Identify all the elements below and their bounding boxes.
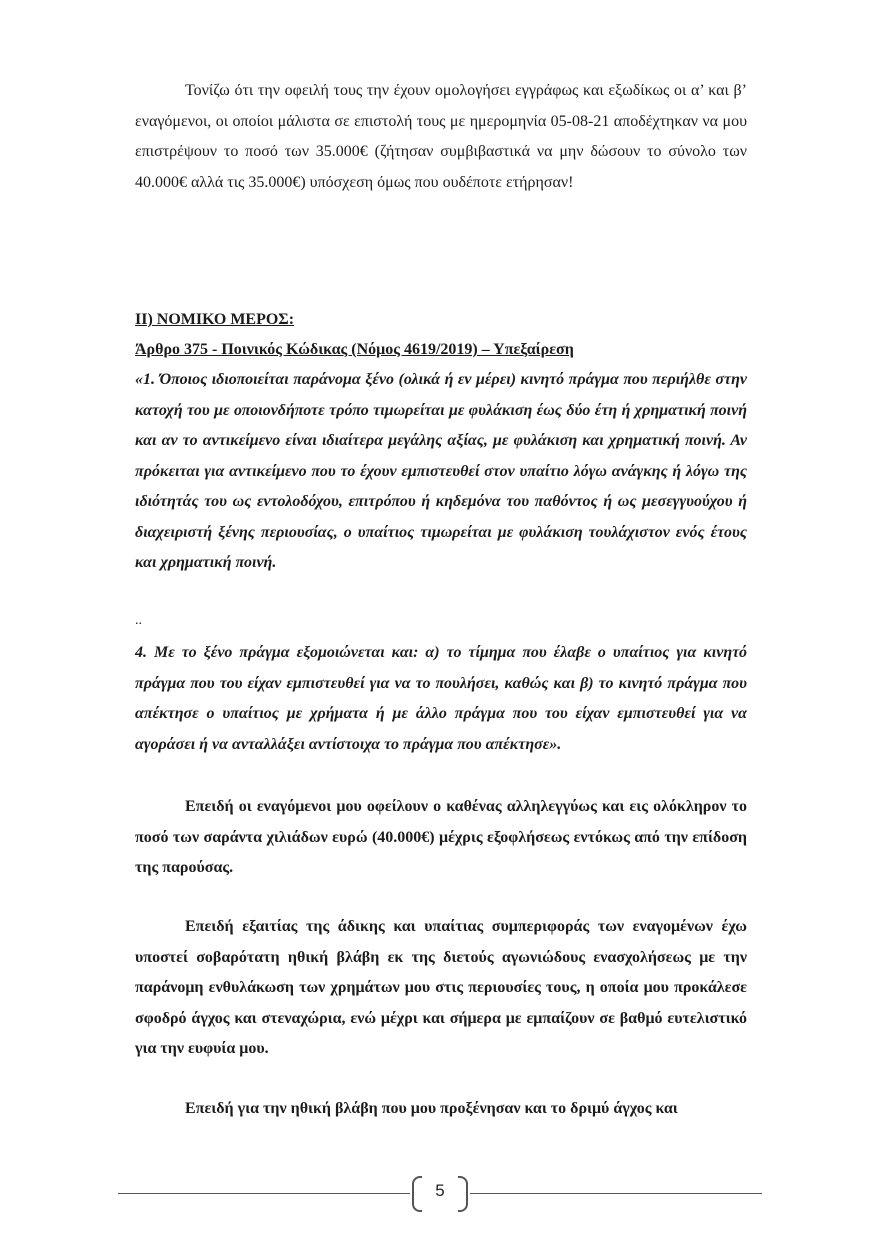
epeidi-paragraph-2: Επειδή εξαιτίας της άδικης και υπαίτιας συμπεριφοράς των εναγομένων έχω υποστεί σοβαρότατη ηθική βλάβη εκ της διετούς αγωνιώδους ενασχολήσεως με την παράνομη ενθυλάκωση των χρημάτων μου στις περιουσίες τους, η οποία μου προκάλεσε σφοδρό άγχος και στεναχώρια, ενώ μέχρι και σήμερα με εμπαίζουν σε βαθμό ευτελιστικό για την ευφυία μου. (135, 918, 747, 1057)
article-heading: Άρθρο 375 - Ποινικός Κώδικας (Νόμος 4619/2019) – Υπεξαίρεση (135, 341, 574, 358)
ellipsis-marker: .. (135, 613, 142, 628)
footer-rule-right (470, 1193, 762, 1194)
footer-rule-left (118, 1193, 410, 1194)
intro-paragraph: Τονίζω ότι την οφειλή τους την έχουν ομολογήσει εγγράφως και εξωδίκως οι α’ και β’ εναγόμενοι, οι οποίοι μάλιστα σε επιστολή τους με ημερομηνία 05-08-21 αποδέχτηκαν να μου επιστρέψουν το ποσό των 35.000€ (ζήτησαν συμβιβαστικά να μην δώσουν το σύνολο των 40.000€ αλλά τις 35.000€) υπόσχεση όμως που ουδέποτε ετήρησαν! (135, 82, 747, 191)
epeidi-paragraph-1: Επειδή οι εναγόμενοι μου οφείλουν ο καθένας αλληλεγγύως και εις ολόκληρον το ποσό των σαράντα χιλιάδων ευρώ (40.000€) μέχρις εξοφλήσεως εντόκως από την επίδοση της παρούσας. (135, 798, 747, 876)
left-brace-icon (412, 1176, 422, 1212)
epeidi-paragraph-3: Επειδή για την ηθική βλάβη που μου προξένησαν και το δριμύ άγχος και (185, 1100, 678, 1117)
page-footer (118, 1176, 762, 1212)
law-quote-paragraph-4: 4. Με το ξένο πράγμα εξομοιώνεται και: α) το τίμημα που έλαβε ο υπαίτιος για κινητό πράγμα που του είχαν εμπιστευθεί για να το πουλήσει, καθώς και β) το κινητό πράγμα που απέκτησε ο υπαίτιος με χρήματα ή με άλλο πράγμα που του είχαν εμπιστευθεί για να αγοράσει ή να ανταλλάξει αντίστοιχα το πράγμα που απέκτησε». (135, 644, 747, 753)
right-brace-icon (458, 1176, 468, 1212)
law-quote-paragraph-1: «1. Όποιος ιδιοποιείται παράνομα ξένο (ολικά ή εν μέρει) κινητό πράγμα που περιήλθε στην κατοχή του με οποιονδήποτε τρόπο τιμωρείται με φυλάκιση έως δύο έτη ή χρηματική ποινή και αν το αντικείμενο είναι ιδιαίτερα μεγάλης αξίας, με φυλάκιση και χρηματική ποινή. Αν πρόκειται για αντικείμενο που το έχουν εμπιστευθεί στον υπαίτιο λόγω ανάγκης ή λόγω της ιδιότητάς του ως εντολοδόχου, επιτρόπου ή κηδεμόνα του παθόντος ή ως μεσεγγυούχου ή διαχειριστή ξένης περιουσίας, ο υπαίτιος τιμωρείται με φυλάκιση τουλάχιστον ενός έτους και χρηματική ποινή. (135, 371, 747, 571)
page-body (135, 76, 747, 1117)
section-heading: ΙΙ) ΝΟΜΙΚΟ ΜΕΡΟΣ: (135, 311, 295, 328)
page-number: 5 (435, 1181, 445, 1200)
